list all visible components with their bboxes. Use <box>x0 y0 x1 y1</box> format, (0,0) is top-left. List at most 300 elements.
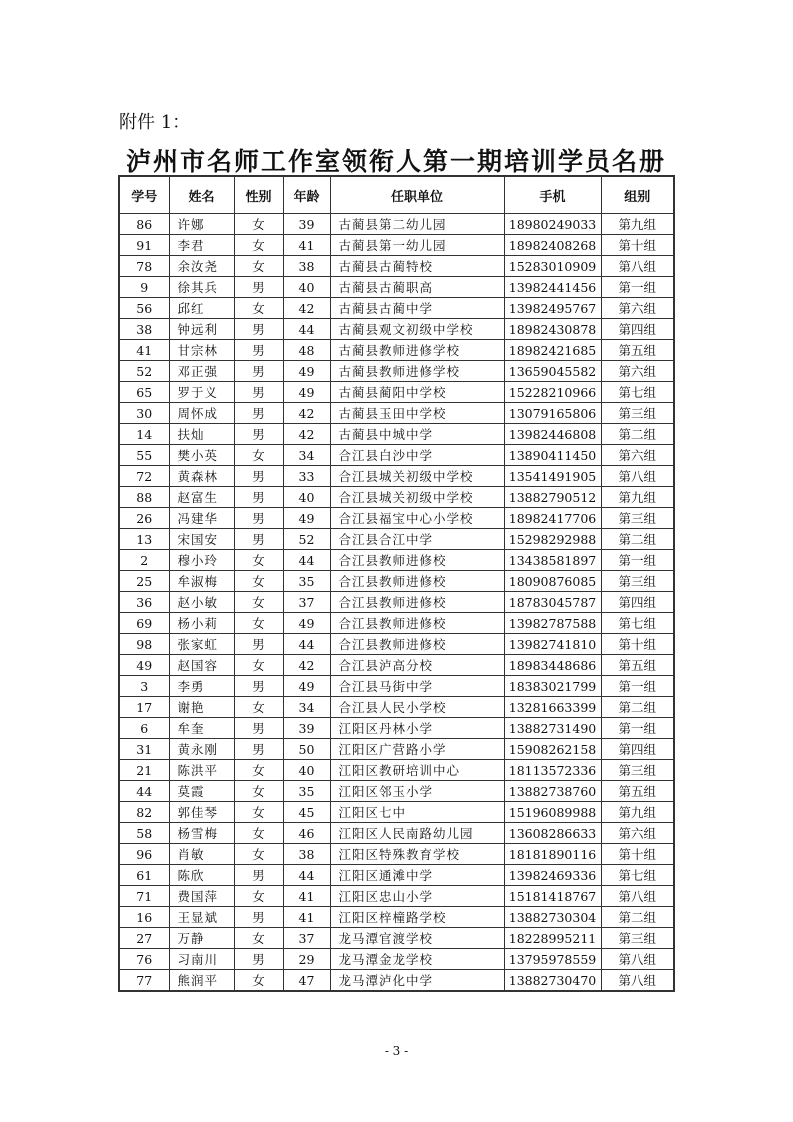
cell-employer: 古蔺县教师进修学校 <box>330 361 504 382</box>
cell-gender: 男 <box>234 466 283 487</box>
cell-phone: 13281663399 <box>504 697 601 718</box>
cell-group: 第九组 <box>601 214 674 235</box>
cell-id: 25 <box>119 571 169 592</box>
cell-id: 36 <box>119 592 169 613</box>
cell-gender: 男 <box>234 508 283 529</box>
cell-employer: 合江县城关初级中学校 <box>330 466 504 487</box>
cell-gender: 女 <box>234 445 283 466</box>
cell-id: 6 <box>119 718 169 739</box>
cell-group: 第一组 <box>601 550 674 571</box>
cell-phone: 13608286633 <box>504 823 601 844</box>
cell-gender: 女 <box>234 844 283 865</box>
cell-phone: 15298292988 <box>504 529 601 550</box>
cell-phone: 18090876085 <box>504 571 601 592</box>
table-row <box>119 760 674 781</box>
cell-employer: 江阳区七中 <box>330 802 504 823</box>
table-row <box>119 781 674 802</box>
column-header-age: 年龄 <box>283 176 330 214</box>
cell-name: 冯建华 <box>169 508 234 529</box>
cell-name: 樊小英 <box>169 445 234 466</box>
cell-employer: 合江县教师进修校 <box>330 550 504 571</box>
table-row <box>119 340 674 361</box>
cell-name: 习南川 <box>169 949 234 970</box>
cell-group: 第六组 <box>601 445 674 466</box>
cell-name: 赵国容 <box>169 655 234 676</box>
cell-age: 38 <box>283 844 330 865</box>
table-row <box>119 949 674 970</box>
cell-group: 第十组 <box>601 235 674 256</box>
cell-age: 42 <box>283 655 330 676</box>
trainee-roster-table <box>118 175 675 992</box>
cell-phone: 13882790512 <box>504 487 601 508</box>
cell-age: 40 <box>283 277 330 298</box>
cell-age: 40 <box>283 487 330 508</box>
cell-id: 72 <box>119 466 169 487</box>
cell-group: 第三组 <box>601 571 674 592</box>
cell-gender: 女 <box>234 571 283 592</box>
cell-phone: 15181418767 <box>504 886 601 907</box>
table-row <box>119 508 674 529</box>
cell-group: 第十组 <box>601 844 674 865</box>
cell-name: 赵富生 <box>169 487 234 508</box>
table-row <box>119 697 674 718</box>
cell-age: 45 <box>283 802 330 823</box>
cell-age: 35 <box>283 781 330 802</box>
cell-id: 13 <box>119 529 169 550</box>
cell-employer: 江阳区广营路小学 <box>330 739 504 760</box>
cell-gender: 男 <box>234 277 283 298</box>
cell-id: 78 <box>119 256 169 277</box>
cell-id: 26 <box>119 508 169 529</box>
cell-id: 58 <box>119 823 169 844</box>
cell-age: 42 <box>283 424 330 445</box>
cell-name: 钟远利 <box>169 319 234 340</box>
cell-group: 第八组 <box>601 970 674 992</box>
cell-age: 49 <box>283 361 330 382</box>
cell-id: 9 <box>119 277 169 298</box>
cell-gender: 男 <box>234 340 283 361</box>
cell-gender: 男 <box>234 319 283 340</box>
column-header-id: 学号 <box>119 176 169 214</box>
cell-name: 罗于义 <box>169 382 234 403</box>
cell-phone: 18982417706 <box>504 508 601 529</box>
cell-name: 牟淑梅 <box>169 571 234 592</box>
cell-employer: 龙马潭官渡学校 <box>330 928 504 949</box>
cell-employer: 龙马潭金龙学校 <box>330 949 504 970</box>
cell-group: 第九组 <box>601 802 674 823</box>
cell-gender: 男 <box>234 739 283 760</box>
cell-name: 王显斌 <box>169 907 234 928</box>
cell-employer: 合江县合江中学 <box>330 529 504 550</box>
cell-id: 14 <box>119 424 169 445</box>
cell-id: 30 <box>119 403 169 424</box>
cell-phone: 13659045582 <box>504 361 601 382</box>
cell-gender: 女 <box>234 886 283 907</box>
cell-employer: 古蔺县观文初级中学校 <box>330 319 504 340</box>
cell-employer: 龙马潭泸化中学 <box>330 970 504 992</box>
cell-age: 35 <box>283 571 330 592</box>
cell-phone: 18982421685 <box>504 340 601 361</box>
cell-age: 44 <box>283 634 330 655</box>
cell-group: 第七组 <box>601 382 674 403</box>
table-row <box>119 550 674 571</box>
cell-group: 第三组 <box>601 403 674 424</box>
cell-gender: 男 <box>234 676 283 697</box>
cell-age: 47 <box>283 970 330 992</box>
column-header-name: 姓名 <box>169 176 234 214</box>
cell-phone: 13982495767 <box>504 298 601 319</box>
table-row <box>119 907 674 928</box>
cell-name: 许娜 <box>169 214 234 235</box>
cell-age: 44 <box>283 865 330 886</box>
cell-employer: 江阳区邻玉小学 <box>330 781 504 802</box>
cell-employer: 合江县马街中学 <box>330 676 504 697</box>
cell-group: 第二组 <box>601 697 674 718</box>
cell-employer: 合江县人民小学校 <box>330 697 504 718</box>
cell-gender: 女 <box>234 613 283 634</box>
cell-age: 40 <box>283 760 330 781</box>
cell-id: 2 <box>119 550 169 571</box>
cell-id: 61 <box>119 865 169 886</box>
cell-name: 扶灿 <box>169 424 234 445</box>
cell-id: 76 <box>119 949 169 970</box>
cell-id: 21 <box>119 760 169 781</box>
cell-id: 71 <box>119 886 169 907</box>
column-header-phone: 手机 <box>504 176 601 214</box>
cell-age: 41 <box>283 235 330 256</box>
cell-name: 杨小莉 <box>169 613 234 634</box>
cell-name: 李勇 <box>169 676 234 697</box>
cell-id: 77 <box>119 970 169 992</box>
cell-age: 39 <box>283 718 330 739</box>
table-row <box>119 277 674 298</box>
cell-phone: 13795978559 <box>504 949 601 970</box>
cell-employer: 合江县城关初级中学校 <box>330 487 504 508</box>
cell-phone: 13890411450 <box>504 445 601 466</box>
cell-age: 41 <box>283 886 330 907</box>
cell-phone: 13079165806 <box>504 403 601 424</box>
cell-group: 第七组 <box>601 613 674 634</box>
cell-name: 黄森林 <box>169 466 234 487</box>
cell-phone: 13982441456 <box>504 277 601 298</box>
cell-employer: 合江县教师进修校 <box>330 571 504 592</box>
cell-gender: 男 <box>234 865 283 886</box>
cell-name: 熊润平 <box>169 970 234 992</box>
cell-group: 第十组 <box>601 634 674 655</box>
table-row <box>119 424 674 445</box>
cell-group: 第二组 <box>601 424 674 445</box>
cell-name: 肖敏 <box>169 844 234 865</box>
cell-gender: 女 <box>234 802 283 823</box>
cell-age: 39 <box>283 214 330 235</box>
table-row <box>119 676 674 697</box>
cell-group: 第七组 <box>601 865 674 886</box>
cell-employer: 古蔺县古蔺中学 <box>330 298 504 319</box>
cell-name: 邓正强 <box>169 361 234 382</box>
table-row <box>119 634 674 655</box>
table-row <box>119 361 674 382</box>
cell-employer: 合江县教师进修校 <box>330 634 504 655</box>
cell-id: 88 <box>119 487 169 508</box>
cell-age: 44 <box>283 550 330 571</box>
cell-group: 第一组 <box>601 718 674 739</box>
cell-id: 38 <box>119 319 169 340</box>
cell-group: 第六组 <box>601 298 674 319</box>
table-row <box>119 466 674 487</box>
cell-group: 第四组 <box>601 739 674 760</box>
cell-phone: 15196089988 <box>504 802 601 823</box>
table-row <box>119 928 674 949</box>
cell-age: 46 <box>283 823 330 844</box>
cell-gender: 女 <box>234 214 283 235</box>
cell-phone: 18383021799 <box>504 676 601 697</box>
cell-group: 第三组 <box>601 928 674 949</box>
cell-group: 第四组 <box>601 592 674 613</box>
cell-age: 37 <box>283 928 330 949</box>
cell-age: 44 <box>283 319 330 340</box>
cell-gender: 男 <box>234 487 283 508</box>
cell-employer: 江阳区教研培训中心 <box>330 760 504 781</box>
cell-id: 3 <box>119 676 169 697</box>
cell-id: 44 <box>119 781 169 802</box>
cell-group: 第六组 <box>601 361 674 382</box>
cell-phone: 18113572336 <box>504 760 601 781</box>
cell-name: 周怀成 <box>169 403 234 424</box>
cell-employer: 古蔺县教师进修学校 <box>330 340 504 361</box>
cell-gender: 男 <box>234 424 283 445</box>
cell-group: 第二组 <box>601 529 674 550</box>
table-row <box>119 802 674 823</box>
cell-employer: 合江县白沙中学 <box>330 445 504 466</box>
cell-gender: 男 <box>234 949 283 970</box>
table-row <box>119 571 674 592</box>
cell-name: 莫霞 <box>169 781 234 802</box>
cell-employer: 合江县教师进修校 <box>330 592 504 613</box>
cell-phone: 15908262158 <box>504 739 601 760</box>
cell-employer: 古蔺县第一幼儿园 <box>330 235 504 256</box>
cell-phone: 13541491905 <box>504 466 601 487</box>
table-row <box>119 844 674 865</box>
table-header-row <box>119 176 674 214</box>
cell-age: 49 <box>283 508 330 529</box>
table-row <box>119 613 674 634</box>
cell-id: 96 <box>119 844 169 865</box>
cell-id: 91 <box>119 235 169 256</box>
table-row <box>119 529 674 550</box>
cell-age: 34 <box>283 697 330 718</box>
cell-id: 31 <box>119 739 169 760</box>
table-row <box>119 445 674 466</box>
cell-name: 甘宗林 <box>169 340 234 361</box>
cell-group: 第三组 <box>601 508 674 529</box>
cell-employer: 古蔺县第二幼儿园 <box>330 214 504 235</box>
cell-name: 徐其兵 <box>169 277 234 298</box>
cell-gender: 男 <box>234 403 283 424</box>
cell-id: 98 <box>119 634 169 655</box>
table-row <box>119 592 674 613</box>
cell-age: 37 <box>283 592 330 613</box>
cell-phone: 18783045787 <box>504 592 601 613</box>
cell-id: 82 <box>119 802 169 823</box>
cell-id: 27 <box>119 928 169 949</box>
table-row <box>119 739 674 760</box>
cell-id: 41 <box>119 340 169 361</box>
cell-age: 42 <box>283 298 330 319</box>
cell-id: 55 <box>119 445 169 466</box>
table-row <box>119 319 674 340</box>
table-row <box>119 256 674 277</box>
cell-gender: 男 <box>234 361 283 382</box>
cell-employer: 合江县教师进修校 <box>330 613 504 634</box>
cell-phone: 13438581897 <box>504 550 601 571</box>
cell-phone: 13882730470 <box>504 970 601 992</box>
cell-gender: 女 <box>234 298 283 319</box>
table-row <box>119 382 674 403</box>
table-row <box>119 235 674 256</box>
document-title: 泸州市名师工作室领衔人第一期培训学员名册 <box>125 147 666 176</box>
table-row <box>119 886 674 907</box>
cell-group: 第八组 <box>601 256 674 277</box>
cell-group: 第八组 <box>601 886 674 907</box>
cell-gender: 女 <box>234 823 283 844</box>
cell-name: 李君 <box>169 235 234 256</box>
cell-gender: 女 <box>234 550 283 571</box>
cell-age: 50 <box>283 739 330 760</box>
cell-group: 第八组 <box>601 466 674 487</box>
cell-age: 49 <box>283 613 330 634</box>
cell-group: 第一组 <box>601 676 674 697</box>
cell-age: 42 <box>283 403 330 424</box>
cell-group: 第九组 <box>601 487 674 508</box>
cell-phone: 13982446808 <box>504 424 601 445</box>
cell-phone: 15228210966 <box>504 382 601 403</box>
cell-age: 41 <box>283 907 330 928</box>
cell-phone: 15283010909 <box>504 256 601 277</box>
cell-id: 65 <box>119 382 169 403</box>
table-row <box>119 214 674 235</box>
cell-group: 第五组 <box>601 781 674 802</box>
cell-employer: 合江县福宝中心小学校 <box>330 508 504 529</box>
cell-phone: 13882731490 <box>504 718 601 739</box>
cell-employer: 古蔺县古蔺职高 <box>330 277 504 298</box>
cell-employer: 古蔺县玉田中学校 <box>330 403 504 424</box>
cell-group: 第五组 <box>601 655 674 676</box>
table-row <box>119 655 674 676</box>
cell-employer: 古蔺县中城中学 <box>330 424 504 445</box>
cell-phone: 13882738760 <box>504 781 601 802</box>
cell-name: 陈洪平 <box>169 760 234 781</box>
cell-name: 黄永刚 <box>169 739 234 760</box>
cell-employer: 江阳区丹林小学 <box>330 718 504 739</box>
table-row <box>119 718 674 739</box>
table-row <box>119 865 674 886</box>
cell-gender: 男 <box>234 634 283 655</box>
column-header-gender: 性别 <box>234 176 283 214</box>
cell-gender: 女 <box>234 235 283 256</box>
cell-group: 第五组 <box>601 340 674 361</box>
cell-age: 29 <box>283 949 330 970</box>
cell-phone: 18982408268 <box>504 235 601 256</box>
cell-phone: 13882730304 <box>504 907 601 928</box>
cell-id: 56 <box>119 298 169 319</box>
cell-phone: 13982787588 <box>504 613 601 634</box>
cell-gender: 女 <box>234 781 283 802</box>
cell-name: 牟奎 <box>169 718 234 739</box>
cell-age: 34 <box>283 445 330 466</box>
cell-name: 郭佳琴 <box>169 802 234 823</box>
cell-id: 52 <box>119 361 169 382</box>
cell-gender: 女 <box>234 256 283 277</box>
cell-name: 杨雪梅 <box>169 823 234 844</box>
cell-name: 宋国安 <box>169 529 234 550</box>
cell-age: 38 <box>283 256 330 277</box>
cell-gender: 男 <box>234 907 283 928</box>
cell-gender: 女 <box>234 970 283 992</box>
cell-id: 17 <box>119 697 169 718</box>
table-row <box>119 298 674 319</box>
cell-id: 16 <box>119 907 169 928</box>
cell-gender: 女 <box>234 928 283 949</box>
cell-employer: 江阳区通滩中学 <box>330 865 504 886</box>
cell-id: 69 <box>119 613 169 634</box>
cell-name: 万静 <box>169 928 234 949</box>
cell-employer: 江阳区人民南路幼儿园 <box>330 823 504 844</box>
cell-name: 费国萍 <box>169 886 234 907</box>
cell-name: 赵小敏 <box>169 592 234 613</box>
cell-group: 第六组 <box>601 823 674 844</box>
table-row <box>119 403 674 424</box>
cell-group: 第一组 <box>601 277 674 298</box>
cell-phone: 18982430878 <box>504 319 601 340</box>
cell-phone: 13982741810 <box>504 634 601 655</box>
cell-group: 第四组 <box>601 319 674 340</box>
cell-phone: 18228995211 <box>504 928 601 949</box>
cell-name: 邱红 <box>169 298 234 319</box>
cell-name: 陈欣 <box>169 865 234 886</box>
cell-employer: 古蔺县蔺阳中学校 <box>330 382 504 403</box>
page-number: - 3 - <box>384 1044 409 1058</box>
cell-id: 49 <box>119 655 169 676</box>
cell-name: 穆小玲 <box>169 550 234 571</box>
cell-group: 第三组 <box>601 760 674 781</box>
cell-name: 余汝尧 <box>169 256 234 277</box>
cell-employer: 古蔺县古蔺特校 <box>330 256 504 277</box>
cell-age: 49 <box>283 676 330 697</box>
cell-gender: 女 <box>234 655 283 676</box>
cell-employer: 江阳区梓橦路学校 <box>330 907 504 928</box>
cell-phone: 18181890116 <box>504 844 601 865</box>
cell-age: 49 <box>283 382 330 403</box>
cell-group: 第八组 <box>601 949 674 970</box>
cell-group: 第二组 <box>601 907 674 928</box>
cell-name: 谢艳 <box>169 697 234 718</box>
cell-phone: 13982469336 <box>504 865 601 886</box>
cell-id: 86 <box>119 214 169 235</box>
cell-name: 张家虹 <box>169 634 234 655</box>
cell-phone: 18983448686 <box>504 655 601 676</box>
column-header-group: 组别 <box>601 176 674 214</box>
cell-gender: 男 <box>234 718 283 739</box>
cell-gender: 男 <box>234 529 283 550</box>
cell-employer: 合江县泸高分校 <box>330 655 504 676</box>
cell-gender: 女 <box>234 592 283 613</box>
cell-gender: 女 <box>234 760 283 781</box>
cell-age: 33 <box>283 466 330 487</box>
cell-employer: 江阳区特殊教育学校 <box>330 844 504 865</box>
column-header-employer: 任职单位 <box>330 176 504 214</box>
cell-gender: 女 <box>234 697 283 718</box>
table-row <box>119 487 674 508</box>
